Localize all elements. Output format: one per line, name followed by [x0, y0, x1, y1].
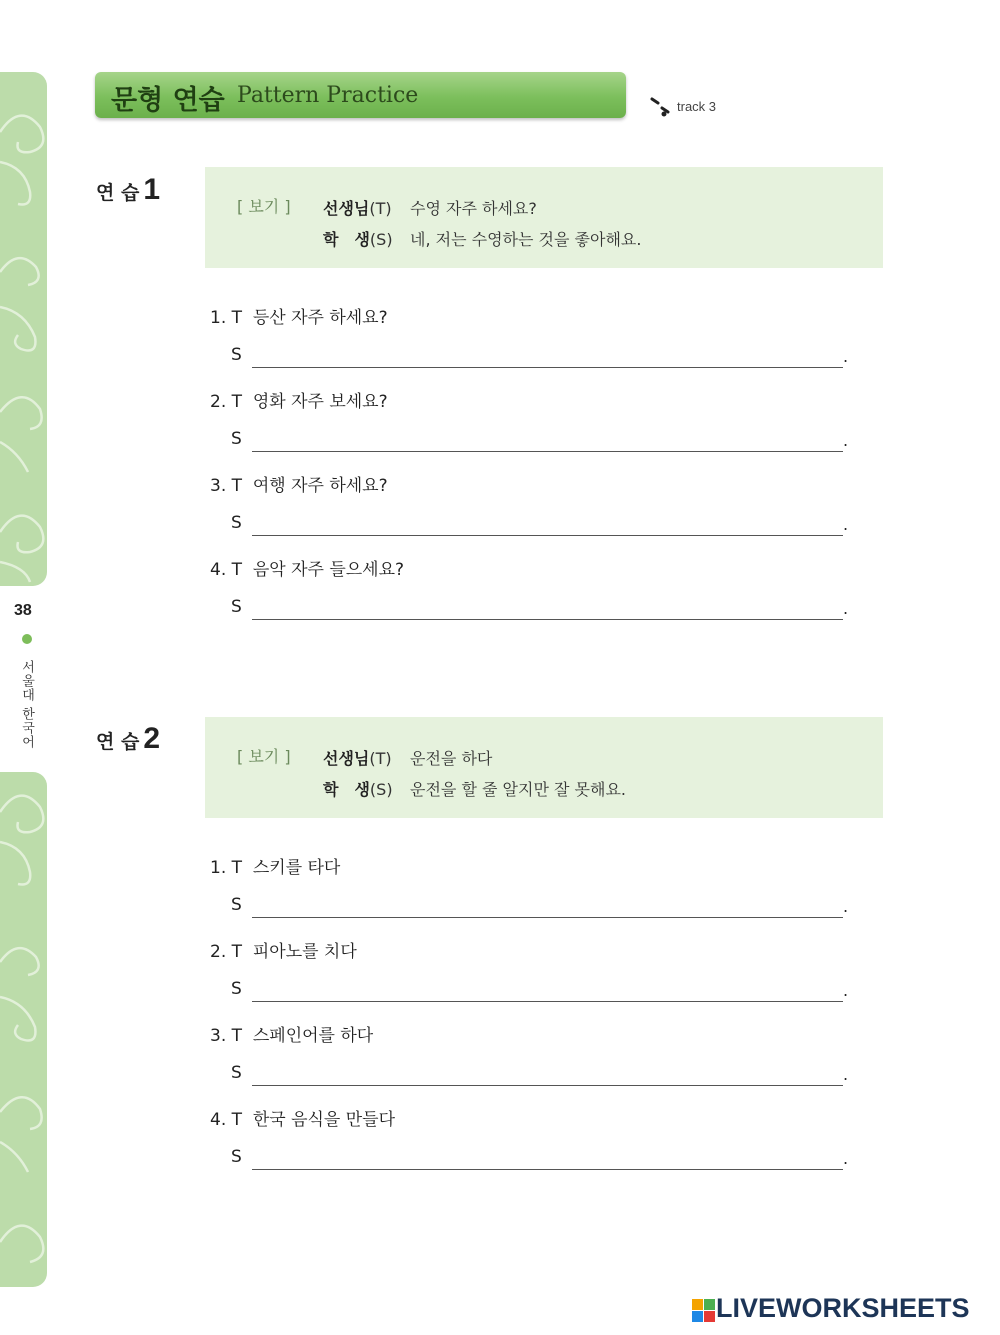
question-item [210, 471, 388, 496]
practice-number: 2 [143, 722, 161, 755]
student-role [323, 777, 393, 800]
student-marker: S [231, 895, 242, 915]
teacher-marker: T [231, 560, 243, 580]
item-number: 2. [210, 392, 227, 412]
student-marker: S [231, 979, 242, 999]
answer-period: . [843, 515, 849, 534]
answer-period: . [843, 1149, 849, 1168]
teacher-marker: T [231, 392, 243, 412]
question-item [210, 387, 388, 412]
answer-period: . [843, 897, 849, 916]
question-item [210, 1021, 373, 1046]
answer-input[interactable] [252, 917, 843, 918]
example-box-1 [205, 167, 883, 268]
section-title: 문형 연습 [111, 85, 225, 116]
swirl-pattern-icon [0, 772, 47, 1287]
answer-period: . [843, 599, 849, 618]
question-text: 음악 자주 들으세요? [252, 560, 405, 580]
student-code: (S) [369, 780, 393, 799]
student-marker: S [231, 513, 242, 533]
question-text: 한국 음식을 만들다 [252, 1110, 396, 1130]
liveworksheets-logo-icon [692, 1296, 716, 1326]
teacher-role [323, 196, 392, 219]
student-marker: S [231, 1147, 242, 1167]
teacher-marker: T [231, 1026, 243, 1046]
teacher-marker: T [231, 476, 243, 496]
question-text: 피아노를 치다 [252, 942, 357, 962]
audio-track-icon[interactable] [650, 96, 672, 118]
student-marker: S [231, 597, 242, 617]
answer-input[interactable] [252, 367, 843, 368]
teacher-code: (T) [369, 199, 392, 218]
teacher-example-text: 수영 자주 하세요? [410, 199, 537, 218]
question-item [210, 555, 404, 580]
practice-label-text: 연 습 [96, 731, 140, 753]
item-number: 1. [210, 308, 227, 328]
student-marker: S [231, 1063, 242, 1083]
teacher-marker: T [231, 858, 243, 878]
student-marker: S [231, 429, 242, 449]
question-text: 여행 자주 하세요? [252, 476, 388, 496]
teacher-role-name: 선생님 [323, 749, 370, 768]
teacher-role [323, 746, 392, 769]
item-number: 3. [210, 476, 227, 496]
page-dot-icon [22, 634, 32, 644]
answer-input[interactable] [252, 451, 843, 452]
answer-period: . [843, 431, 849, 450]
answer-input[interactable] [252, 1169, 843, 1170]
teacher-marker: T [231, 1110, 243, 1130]
practice-number: 1 [143, 173, 161, 206]
answer-input[interactable] [252, 535, 843, 536]
practice-label-text: 연 습 [96, 182, 140, 204]
student-example-text: 네, 저는 수영하는 것을 좋아해요. [410, 230, 642, 249]
question-item [210, 303, 388, 328]
answer-input[interactable] [252, 619, 843, 620]
swirl-pattern-icon [0, 72, 47, 586]
book-name: 서울대 한국어 [19, 660, 34, 750]
question-text: 스페인어를 하다 [252, 1026, 374, 1046]
liveworksheets-logo-text: LIVEWORKSHEETS [716, 1293, 970, 1323]
student-marker: S [231, 345, 242, 365]
item-number: 1. [210, 858, 227, 878]
example-tag: [ 보기 ] [237, 747, 291, 766]
answer-input[interactable] [252, 1085, 843, 1086]
question-text: 등산 자주 하세요? [252, 308, 388, 328]
item-number: 2. [210, 942, 227, 962]
student-role-name: 학 생 [323, 230, 370, 249]
student-role-name: 학 생 [323, 780, 370, 799]
item-number: 4. [210, 560, 227, 580]
question-text: 영화 자주 보세요? [252, 392, 388, 412]
section-subtitle: Pattern Practice [237, 83, 419, 108]
item-number: 4. [210, 1110, 227, 1130]
example-tag: [ 보기 ] [237, 197, 291, 216]
practice-1-label [96, 173, 160, 207]
track-label: track 3 [677, 99, 717, 114]
question-text: 스키를 타다 [252, 858, 341, 878]
student-example-text: 운전을 할 줄 알지만 잘 못해요. [410, 780, 626, 799]
teacher-example-text: 운전을 하다 [410, 749, 493, 768]
answer-input[interactable] [252, 1001, 843, 1002]
teacher-role-name: 선생님 [323, 199, 370, 218]
teacher-code: (T) [369, 749, 392, 768]
answer-period: . [843, 1065, 849, 1084]
section-header [95, 72, 626, 118]
student-role [323, 227, 393, 250]
side-decoration-bottom [0, 772, 47, 1287]
side-decoration-top [0, 72, 47, 586]
answer-period: . [843, 347, 849, 366]
question-item [210, 1105, 395, 1130]
item-number: 3. [210, 1026, 227, 1046]
question-item [210, 853, 340, 878]
practice-2-label [96, 722, 160, 756]
answer-period: . [843, 981, 849, 1000]
example-box-2 [205, 717, 883, 818]
student-code: (S) [369, 230, 393, 249]
teacher-marker: T [231, 308, 243, 328]
teacher-marker: T [231, 942, 243, 962]
question-item [210, 937, 357, 962]
page-number: 38 [14, 602, 32, 619]
